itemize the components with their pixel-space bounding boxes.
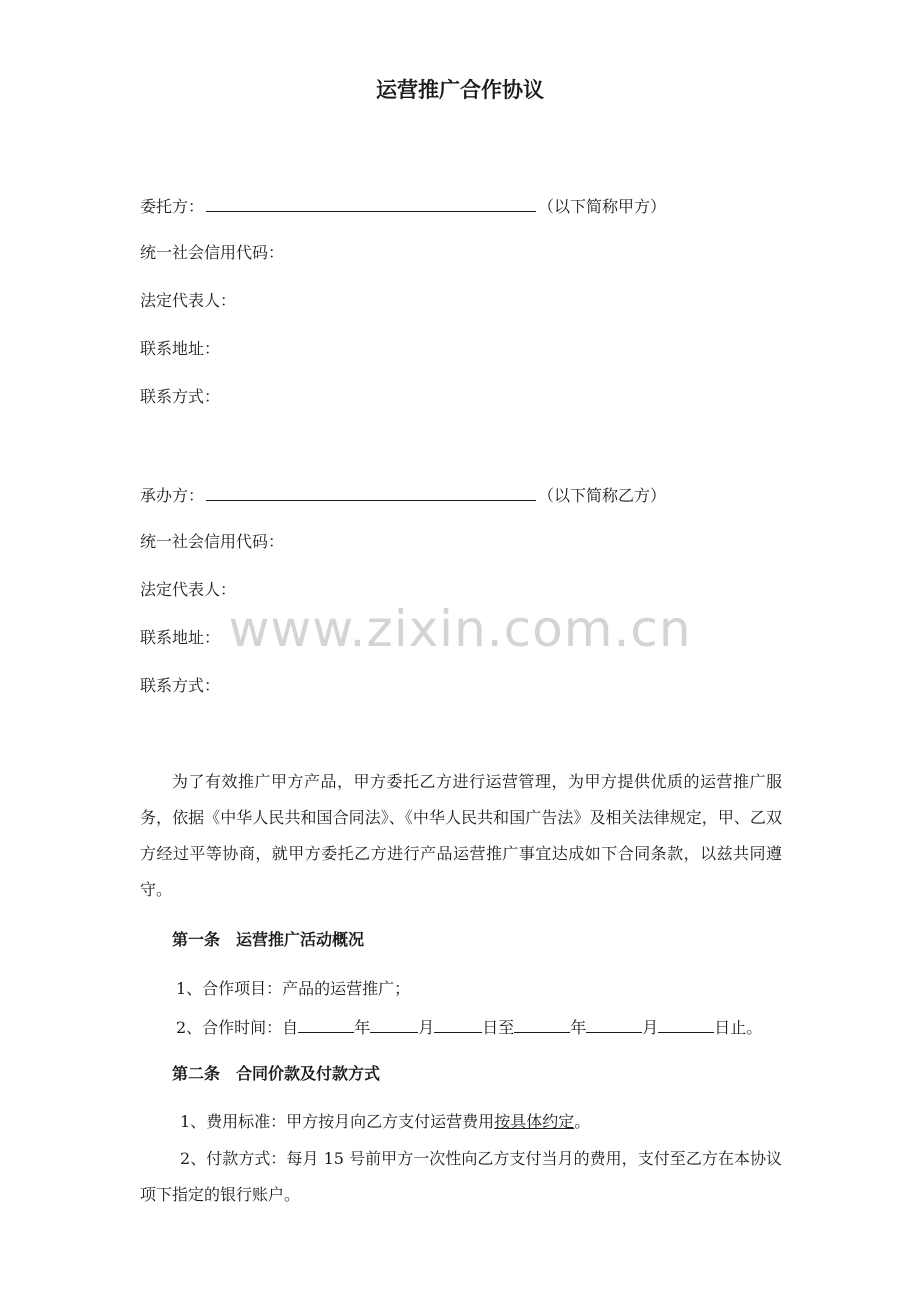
end-label: 日止。: [714, 1018, 763, 1037]
article-1-heading: [172, 928, 364, 952]
party-b-legal-rep: 法定代表人：: [140, 580, 237, 599]
party-a-address: 联系地址：: [140, 339, 221, 358]
article-1-number: 第一条: [172, 930, 221, 949]
start-year-blank: [298, 1013, 354, 1033]
day-to-label: 日至: [482, 1018, 515, 1037]
article-1-title: 运营推广活动概况: [236, 930, 365, 949]
end-day-blank: [658, 1013, 714, 1033]
end-month-blank: [586, 1013, 642, 1033]
article-1-item-1: 1、合作项目：产品的运营推广；: [176, 979, 411, 998]
fee-standard-end: 。: [574, 1112, 591, 1131]
month-label: 月: [418, 1018, 435, 1037]
party-a-legal-rep: 法定代表人：: [140, 291, 237, 310]
party-b-label: 承办方：: [140, 486, 205, 505]
fee-standard-prefix: 1、费用标准：甲方按月向乙方支付运营费用: [180, 1112, 495, 1131]
party-b-line: [140, 481, 666, 508]
party-a-label: 委托方：: [140, 197, 205, 216]
party-a-suffix: （以下简称甲方）: [538, 197, 667, 216]
party-a-name-blank: [206, 192, 536, 212]
month-label-2: 月: [642, 1018, 659, 1037]
watermark: www.zixin.com.cn: [228, 600, 692, 658]
article-2-heading: [172, 1062, 380, 1086]
party-b-suffix: （以下简称乙方）: [538, 486, 667, 505]
document-title: 运营推广合作协议: [376, 78, 544, 102]
party-a-line: [140, 192, 666, 219]
party-b-credit-code: 统一社会信用代码：: [140, 532, 285, 551]
intro-paragraph: 为了有效推广甲方产品，甲方委托乙方进行运营管理，为甲方提供优质的运营推广服务，依据《中华人民共和国合同法》、《中华人民共和国广告法》及相关法律规定，甲、乙双方经过平等协商，就甲方委托乙方进行产品运营推广事宜达成如下合同条款，以兹共同遵守。: [140, 772, 782, 899]
article-2-item-2: 2、付款方式：每月 15 号前甲方一次性向乙方支付当月的费用，支付至乙方在本协议项下指定的银行账户。: [140, 1149, 782, 1204]
start-day-blank: [434, 1013, 482, 1033]
party-a-credit-code: 统一社会信用代码：: [140, 243, 285, 262]
fee-standard-underlined: 按具体约定: [494, 1112, 575, 1131]
article-2-item-1: [180, 1110, 590, 1134]
start-month-blank: [370, 1013, 418, 1033]
party-b-name-blank: [206, 481, 536, 501]
year-label: 年: [354, 1018, 371, 1037]
end-year-blank: [514, 1013, 570, 1033]
year-label-2: 年: [570, 1018, 587, 1037]
party-a-contact: 联系方式：: [140, 387, 221, 406]
article-2-title: 合同价款及付款方式: [236, 1064, 381, 1083]
party-b-contact: 联系方式：: [140, 676, 221, 695]
article-1-item-2: [176, 1013, 762, 1040]
item-2-prefix: 2、合作时间：自: [176, 1018, 299, 1037]
party-b-address: 联系地址：: [140, 628, 221, 647]
article-2-number: 第二条: [172, 1064, 221, 1083]
